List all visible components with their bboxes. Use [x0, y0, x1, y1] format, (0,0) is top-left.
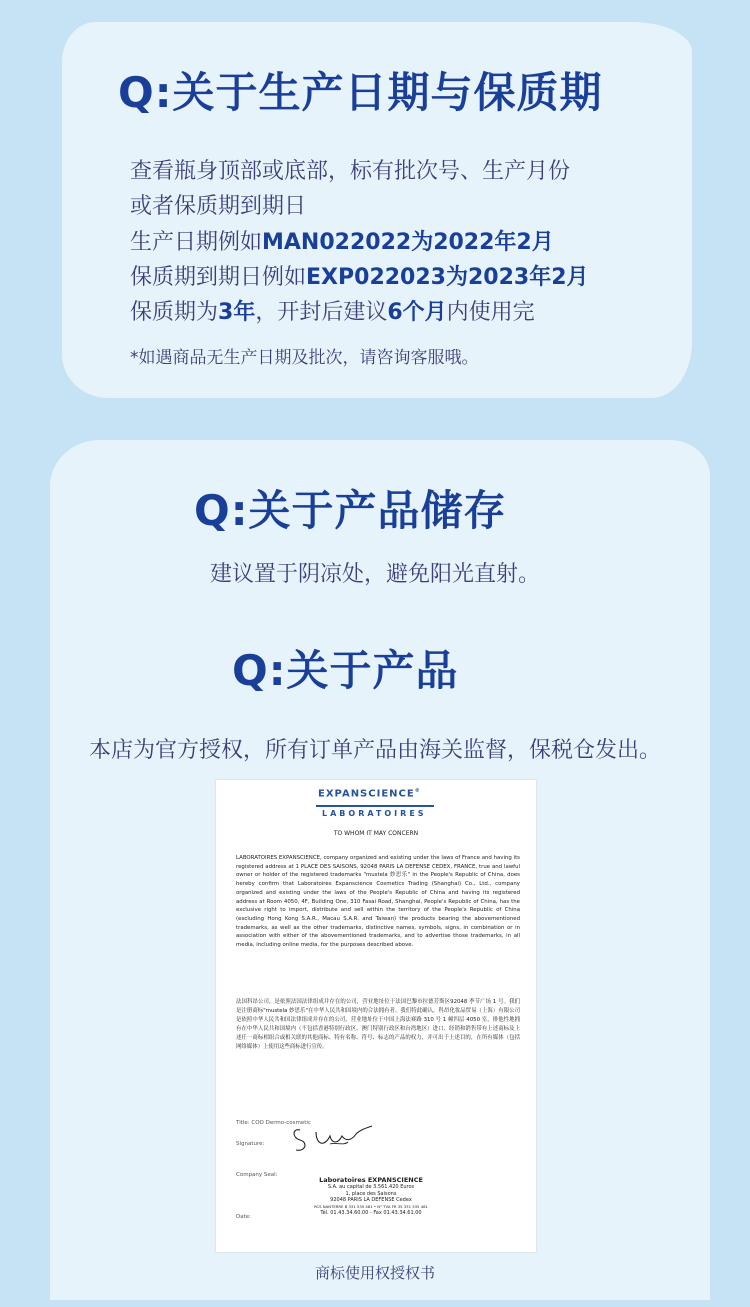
seal-line-3: 92048 PARIS LA DEFENSE Cedex	[330, 1197, 412, 1204]
seal-line-5: Tél. 01.43.34.60.00 - Fax 01.43.34.61.00	[320, 1210, 422, 1217]
company-seal-label: Company Seal:	[236, 1172, 278, 1178]
certificate-body-english: LABORATOIRES EXPANSCIENCE, company organized and existing under the laws of France and having its registered address at 1 PLACE DES SAISONS, 92048 PARIS LA DEFENSE CEDEX, FRANCE, true and lawful owner or holder of the registered trademarks "mustela 妙思乐" in the People's Republic of China, does hereby confirm that Laboratoires Expanscience Cosmetics Trading (Shanghai) Co., Ltd., company organized and existing under the laws of the People's Republic of China and having its registered address at Room 4050, 4F, Building One, 310 Fasai Road, Shanghai, People's Republic of China, has the exclusive right to import, distribute and sell within the territory of the People's Republic of China (excluding Hong Kong S.A.R., Macau S.A.R. and Taiwan) the products bearing the abovementioned trademarks, as well as the other trademarks, distinctive names, symbols, signs, in combination or in association with either of the abovementioned trademarks, and to advertise those trademarks, in all media, including online media, for the purposes described above.	[236, 855, 520, 949]
logo-wordmark: EXPANSCIENCE	[318, 788, 415, 800]
seal-line-4: RCS NANTERRE B 331 535 481 • N° TVA FR 35 331 535 481	[314, 1203, 428, 1209]
certificate-caption: 商标使用权授权书	[314, 1264, 435, 1282]
dates-line-3-highlight: MAN022022为2022年2月	[262, 230, 554, 255]
dates-line-4-prefix: 保质期到期日例如	[130, 265, 307, 290]
certificate-title-line: Title: COO Dermo-cosmetic	[236, 1120, 311, 1126]
logo-divider	[316, 805, 434, 807]
dates-line-5-suffix: 内使用完	[446, 300, 535, 325]
signature-label: Signature:	[236, 1141, 265, 1147]
trademark-certificate-image	[216, 780, 536, 1252]
certificate-heading: TO WHOM IT MAY CONCERN	[333, 830, 419, 837]
seal-line-2: 1, place des Saisons	[345, 1190, 397, 1197]
dates-line-4	[130, 263, 589, 293]
dates-line-1: 查看瓶身顶部或底部，标有批次号、生产月份	[130, 159, 571, 184]
company-seal	[306, 1176, 436, 1217]
section-title-storage: Q:关于产品储存	[194, 486, 507, 535]
dates-line-3-prefix: 生产日期例如	[130, 230, 263, 255]
certificate-body-chinese: 法国科昂公司，是依照法国法律组成并存在的公司，营业地址位于法国巴黎市拉德芳斯区92048 季节广场 1 号。我们是注册商标"mustela 妙思乐"在中华人民共和国境内的合法拥有者。我们特此确认，科昂化妆品贸易（上海）有限公司是依照中华人民共和国法律组成并存在的公司，营业地址位于中国上海法赛路 310 号 1 幢四层 4050 室，排他性地拥有在中华人民共和国境内（不包括香港特别行政区、澳门特别行政区和台湾地区）进口、经销和销售带有上述商标及上述任一商标相组合或相关联的其他商标、特有名称、符号、标志的产品的权力，并可出于上述目的，在所有媒体（包括网络媒体）上使用这些商标进行宣传。	[236, 999, 520, 1050]
dates-line-3	[130, 228, 554, 258]
seal-line-1: S.A. au capital de 3.561.420 Euros	[327, 1184, 415, 1190]
dates-line-5-prefix: 保质期为	[130, 300, 219, 325]
dates-line-5-mid: ，开封后建议	[255, 300, 388, 325]
storage-text: 建议置于阴凉处，避免阳光直射。	[209, 562, 540, 587]
dates-line-4-highlight: EXP022023为2023年2月	[306, 265, 589, 290]
handwritten-signature	[286, 1122, 376, 1156]
section-title-product: Q:关于产品	[232, 646, 459, 695]
logo-registered-mark: ®	[414, 788, 421, 794]
laboratoires-wordmark: LABORATOIRES	[322, 809, 427, 818]
dates-line-2: 或者保质期到期日	[130, 194, 307, 219]
product-text: 本店为官方授权，所有订单产品由海关监督，保税仓发出。	[88, 738, 661, 763]
after-opening-highlight: 6个月	[387, 300, 447, 325]
dates-line-5	[130, 298, 535, 328]
section-title-dates: Q:关于生产日期与保质期	[118, 68, 603, 117]
date-label: Date:	[236, 1214, 251, 1220]
expanscience-logo	[318, 788, 421, 799]
shelf-life-highlight: 3年	[218, 300, 256, 325]
dates-note: *如遇商品无生产日期及批次，请咨询客服哦。	[130, 348, 479, 368]
seal-company-name: Laboratoires EXPANSCIENCE	[319, 1176, 423, 1184]
